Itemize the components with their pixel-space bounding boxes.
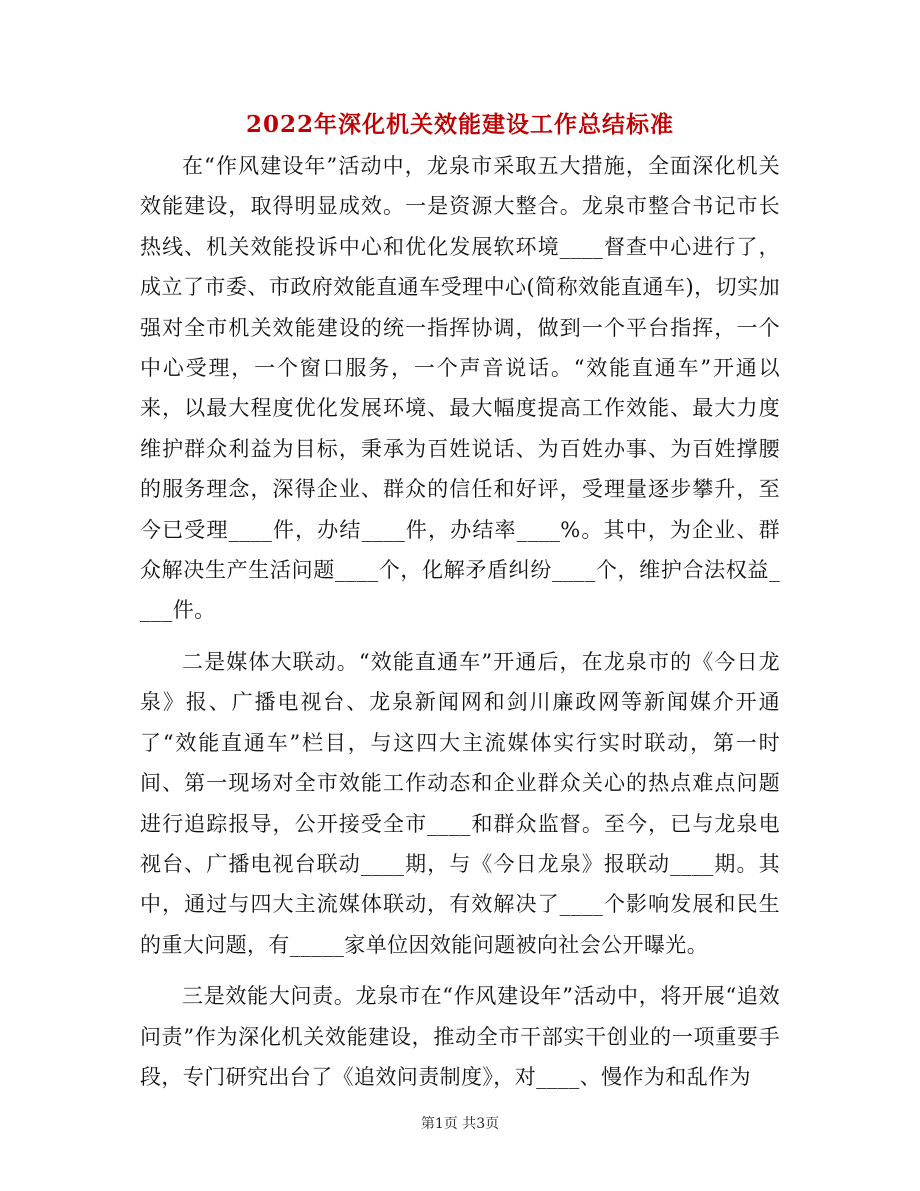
page-number-footer: 第1页 共3页 <box>420 1116 500 1132</box>
paragraph-3: 三是效能大问责。龙泉市在“作风建设年”活动中，将开展“追效问责”作为深化机关效能建设，推动全市干部实干创业的一项重要手段，专门研究出台了《追效问责制度》，对____、慢作为和乱作为 <box>140 984 780 1089</box>
paragraph-2: 二是媒体大联动。“效能直通车”开通后，在龙泉市的《今日龙泉》报、广播电视台、龙泉新闻网和剑川廉政网等新闻媒介开通了“效能直通车”栏目，与这四大主流媒体实行实时联动，第一时间、第一现场对全市效能工作动态和企业群众关心的热点难点问题进行追踪报导，公开接受全市____和群众监督。至今，已与龙泉电视台、广播电视台联动____期，与《今日龙泉》报联动____期。其中，通过与四大主流媒体联动，有效解决了____个影响发展和民生的重大问题，有_____家单位因效能问题被向社会公开曝光。 <box>140 649 780 957</box>
paragraph-1: 在“作风建设年”活动中，龙泉市采取五大措施，全面深化机关效能建设，取得明显成效。一是资源大整合。龙泉市整合书记市长热线、机关效能投诉中心和优化发展软环境____督查中心进行了，成立了市委、市政府效能直通车受理中心(简称效能直通车)，切实加强对全市机关效能建设的统一指挥协调，做到一个平台指挥，一个中心受理，一个窗口服务，一个声音说话。“效能直通车”开通以来，以最大程度优化发展环境、最大幅度提高工作效能、最大力度维护群众利益为目标，秉承为百姓说话、为百姓办事、为百姓撑腰的服务理念，深得企业、群众的信任和好评，受理量逐步攀升，至今已受理____件，办结____件，办结率____%。其中，为企业、群众解决生产生活问题____个，化解矛盾纠纷____个，维护合法权益____件。 <box>140 154 780 623</box>
document-body <box>140 146 780 1097</box>
document-title: 2022年深化机关效能建设工作总结标准 <box>245 111 674 138</box>
